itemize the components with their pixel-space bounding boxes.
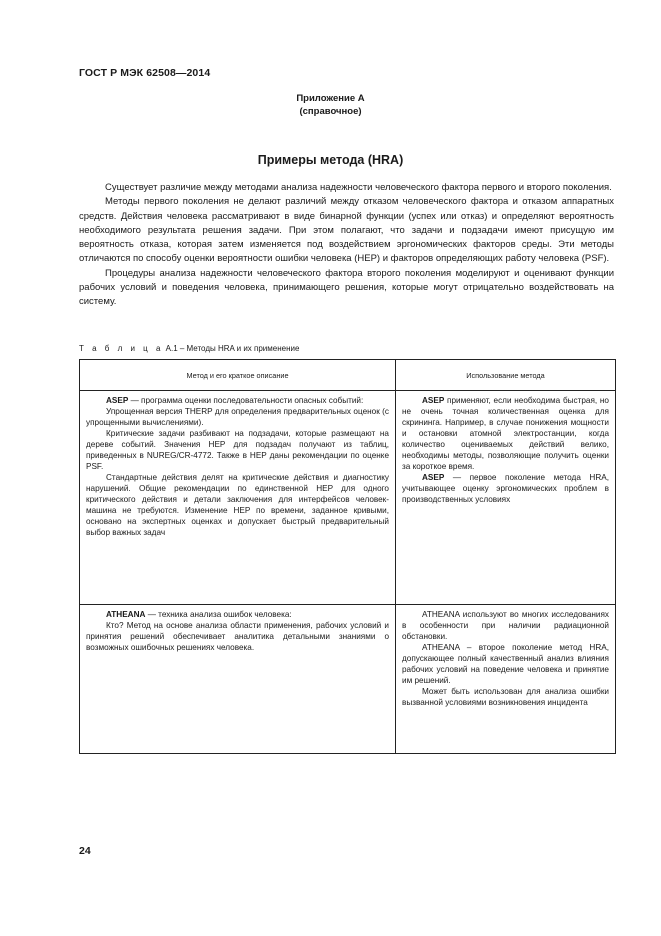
usage-cell <box>396 605 616 754</box>
method-cell <box>80 605 396 754</box>
method-paragraph: Кто? Метод на основе анализа области применения, рабочих условий и принятия решений обеспечивает аналитика детальными знаниями о возможных ошибочных решениях человека. <box>86 621 389 652</box>
standard-header: ГОСТ Р МЭК 62508—2014 <box>79 67 211 79</box>
table-caption-label: Т а б л и ц а <box>79 344 164 353</box>
usage-paragraph: ATHEANA – второе поколение метод HRA, допускающее полный качественный анализ влияния рабочих условий на поведение человека и принятие им решений. <box>402 643 609 685</box>
usage-term: ASEP <box>422 473 445 482</box>
usage-term: ASEP <box>422 396 445 405</box>
appendix-subtitle: (справочное) <box>299 106 362 117</box>
method-term: ASEP <box>106 396 129 405</box>
section-title: Примеры метода (HRA) <box>257 153 404 167</box>
hra-methods-table <box>79 359 616 754</box>
method-paragraph: Критические задачи разбивают на подзадачи, которые размещают на дереве событий. Значения HEP для подзадач получают из таблиц, приведенных в NUREG/CR-4772. Также в HEP даны рекомендации по оценке PSF. <box>86 429 389 471</box>
method-term: ATHEANA <box>106 610 146 619</box>
usage-paragraph: ASEP — первое поколение метода HRA, учитывающее оценку эргономических проблем в производственных условиях <box>402 473 609 504</box>
method-paragraph: Стандартные действия делят на критические действия и диагностику нарушений. Общие рекомендации по единственной HEP для одного критического действия и детали заключения для интерфейсов человек-машина не требуются. Изменение HEP по времени, заданное кривыми, основано на экспертных оценках и допускает быстрый предварительный выбор важных задач <box>86 473 389 537</box>
usage-paragraph: Может быть использован для анализа ошибки вызванной условиями возникновения инцидента <box>402 687 609 707</box>
body-text <box>79 181 614 310</box>
page-number: 24 <box>79 845 91 857</box>
table-row <box>80 605 616 754</box>
method-cell <box>80 391 396 605</box>
column-header-method: Метод и его краткое описание <box>80 360 396 391</box>
paragraph: Методы первого поколения не делают различий между отказом человеческого фактора и отказом аппаратных средств. Действия человека рассматривают в виде бинарной функции (успех или отказ) и определяют вероятность необходимого результата решения задачи. При этом полагают, что задачи и подзадачи имеют присущую им вероятность отказа, которая затем изменяется под воздействием эргономических факторов среды. Эти методы отличаются по способу оценки вероятности ошибки человека (HEP) и факторов определяющих работу человека (PSF). <box>79 196 614 265</box>
column-header-usage: Использование метода <box>396 360 616 391</box>
table-caption-text: А.1 – Методы HRA и их применение <box>163 344 300 353</box>
usage-paragraph: ATHEANA используют во многих исследованиях в особенности при наличии радиационной обстановки. <box>402 610 609 641</box>
paragraph: Процедуры анализа надежности человеческого фактора второго поколения моделируют и оценивают функции рабочих условий и поведения человека, принимающего решения, которые могут отрицательно воздействовать на систему. <box>79 267 614 308</box>
table-header-row <box>80 360 616 391</box>
paragraph: Существует различие между методами анализа надежности человеческого фактора первого и второго поколения. <box>105 182 612 193</box>
table-caption <box>79 344 299 353</box>
method-intro: ASEP — программа оценки последовательности опасных событий: <box>106 396 364 405</box>
method-intro: ATHEANA — техника анализа ошибок человека: <box>106 610 292 619</box>
method-paragraph: Упрощенная версия THERP для определения предварительных оценок (с упрощенными вычислениями). <box>86 407 389 427</box>
usage-paragraph: ASEP применяют, если необходима быстрая, но не очень точная количественная оценка для скрининга. Например, в случае понижения мощности и остановки атомной электростанции, когда количество оцениваемых действий велико, необходимы методы, позволяющие получить оценки за короткое время. <box>402 396 609 471</box>
usage-cell <box>396 391 616 605</box>
appendix-title: Приложение А <box>296 93 365 104</box>
table-row <box>80 391 616 605</box>
